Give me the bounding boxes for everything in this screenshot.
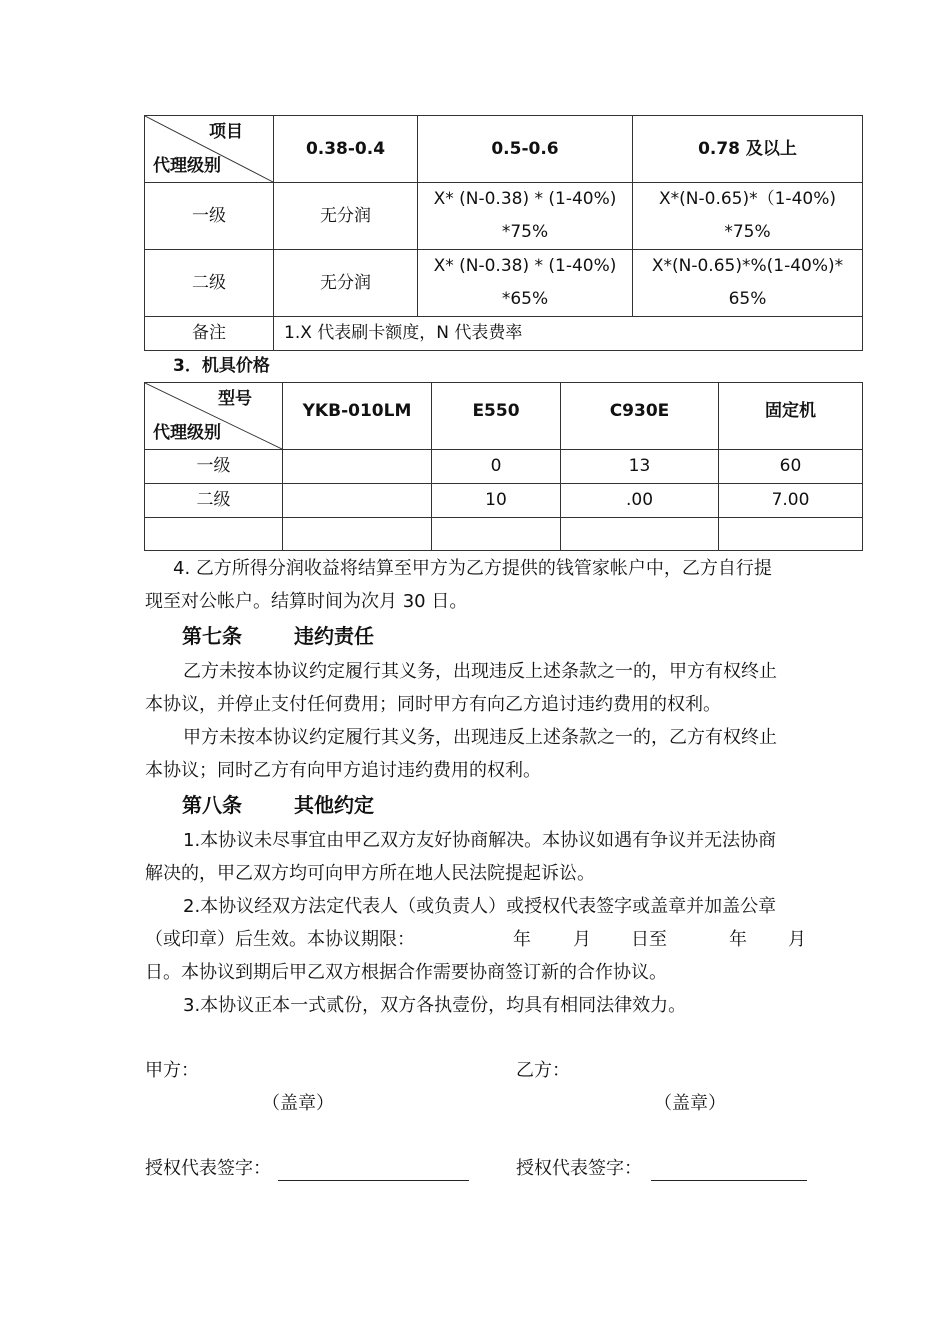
paragraph-article7-2 xyxy=(145,721,807,787)
table-row xyxy=(145,484,863,518)
corner-bottom-label: 代理级别 xyxy=(153,156,221,176)
table-corner-header xyxy=(145,116,274,183)
column-header: E550 xyxy=(432,383,561,450)
formula-cell xyxy=(633,183,863,250)
party-b-label: 乙方： xyxy=(516,1060,570,1081)
formula-cell xyxy=(418,183,633,250)
party-a-label: 甲方： xyxy=(145,1060,199,1081)
paragraph-article7-1 xyxy=(145,655,807,721)
paragraph-article8-3 xyxy=(145,989,807,1022)
formula-cell xyxy=(418,250,633,317)
text-line: 3.本协议正本一式贰份，双方各执壹份，均具有相同法律效力。 xyxy=(183,995,687,1016)
level-cell xyxy=(145,518,283,551)
table-cell: 60 xyxy=(719,450,863,484)
corner-bottom-label: 代理级别 xyxy=(153,423,221,443)
level-cell: 二级 xyxy=(145,250,274,317)
level-cell: 一级 xyxy=(145,183,274,250)
corner-top-label: 型号 xyxy=(218,389,252,409)
article-8-heading xyxy=(182,789,374,822)
table-cell: 10 xyxy=(432,484,561,518)
text-line: 解决的，甲乙双方均可向甲方所在地人民法院提起诉讼。 xyxy=(145,863,595,884)
date-year-label: 年 xyxy=(513,929,531,950)
table-corner-header xyxy=(145,383,283,450)
date-month-label: 月 xyxy=(788,929,806,950)
text-line: 乙方未按本协议约定履行其义务，出现违反上述条款之一的，甲方有权终止 xyxy=(183,661,777,682)
profit-share-table xyxy=(144,115,863,351)
formula-line: *75% xyxy=(724,222,771,242)
party-b-sign-label: 授权代表签字： xyxy=(516,1158,642,1179)
text-line: 2.本协议经双方法定代表人（或负责人）或授权代表签字或盖章并加盖公章 xyxy=(183,896,777,917)
column-header: 0.38-0.4 xyxy=(274,116,418,183)
article-number: 第七条 xyxy=(182,624,242,648)
column-header: YKB-010LM xyxy=(283,383,432,450)
party-a-signature-line[interactable] xyxy=(278,1180,469,1181)
section-title: 3．机具价格 xyxy=(173,356,270,376)
device-price-table xyxy=(144,382,863,551)
formula-line: X*(N-0.65)*（1-40%) xyxy=(659,189,836,209)
date-day-label: 日至 xyxy=(631,929,667,950)
column-header: C930E xyxy=(561,383,719,450)
column-header: 0.5-0.6 xyxy=(418,116,633,183)
party-b-seal: （盖章） xyxy=(654,1093,726,1114)
party-a-seal: （盖章） xyxy=(262,1093,334,1114)
party-b-signature-line[interactable] xyxy=(651,1180,807,1181)
table-row xyxy=(145,317,863,351)
note-text: 1.X 代表刷卡额度，N 代表费率 xyxy=(274,317,863,351)
corner-top-label: 项目 xyxy=(209,122,243,142)
table-cell xyxy=(432,518,561,551)
date-month-label: 月 xyxy=(573,929,591,950)
formula-line: X*(N-0.65)*%(1-40%)* xyxy=(651,256,844,276)
text-line: 现至对公帐户。结算时间为次月 30 日。 xyxy=(145,591,468,612)
column-header: 0.78 及以上 xyxy=(633,116,863,183)
formula-line: X* (N-0.38) * (1-40%) xyxy=(433,256,617,276)
table-row xyxy=(145,183,863,250)
column-header: 固定机 xyxy=(719,383,863,450)
table-cell: .00 xyxy=(561,484,719,518)
text-line: 日。本协议到期后甲乙双方根据合作需要协商签订新的合作协议。 xyxy=(145,962,667,983)
table-row xyxy=(145,518,863,551)
formula-line: 65% xyxy=(728,289,767,309)
table-cell xyxy=(283,484,432,518)
table-cell: 无分润 xyxy=(274,250,418,317)
paragraph-article8-1 xyxy=(145,824,807,890)
paragraph-settlement xyxy=(145,552,807,618)
text-line: （或印章）后生效。本协议期限： xyxy=(145,929,415,950)
article-7-heading xyxy=(182,620,374,653)
table-cell xyxy=(561,518,719,551)
formula-line: *75% xyxy=(501,222,549,242)
term-line xyxy=(145,923,807,956)
text-line: 甲方未按本协议约定履行其义务，出现违反上述条款之一的，乙方有权终止 xyxy=(183,727,777,748)
article-title: 其他约定 xyxy=(294,793,374,817)
table-cell: 无分润 xyxy=(274,183,418,250)
table-cell xyxy=(283,450,432,484)
formula-line: X* (N-0.38) * (1-40%) xyxy=(433,189,617,209)
table-cell: 0 xyxy=(432,450,561,484)
table-cell: 7.00 xyxy=(719,484,863,518)
note-label: 备注 xyxy=(145,317,274,351)
table-row xyxy=(145,450,863,484)
date-year-label: 年 xyxy=(729,929,747,950)
table-cell xyxy=(283,518,432,551)
table-cell: 13 xyxy=(561,450,719,484)
level-cell: 二级 xyxy=(145,484,283,518)
formula-line: *65% xyxy=(501,289,549,309)
article-title: 违约责任 xyxy=(294,624,374,648)
table-cell xyxy=(719,518,863,551)
text-line: 1.本协议未尽事宜由甲乙双方友好协商解决。本协议如遇有争议并无法协商 xyxy=(183,830,777,851)
table-row xyxy=(145,250,863,317)
formula-cell xyxy=(633,250,863,317)
article-number: 第八条 xyxy=(182,793,242,817)
paragraph-article8-2 xyxy=(145,890,807,989)
party-a-sign-label: 授权代表签字： xyxy=(145,1158,271,1179)
text-line: 本协议；同时乙方有向甲方追讨违约费用的权利。 xyxy=(145,760,541,781)
level-cell: 一级 xyxy=(145,450,283,484)
text-line: 4. 乙方所得分润收益将结算至甲方为乙方提供的钱管家帐户中，乙方自行提 xyxy=(173,558,772,579)
text-line: 本协议，并停止支付任何费用；同时甲方有向乙方追讨违约费用的权利。 xyxy=(145,694,721,715)
